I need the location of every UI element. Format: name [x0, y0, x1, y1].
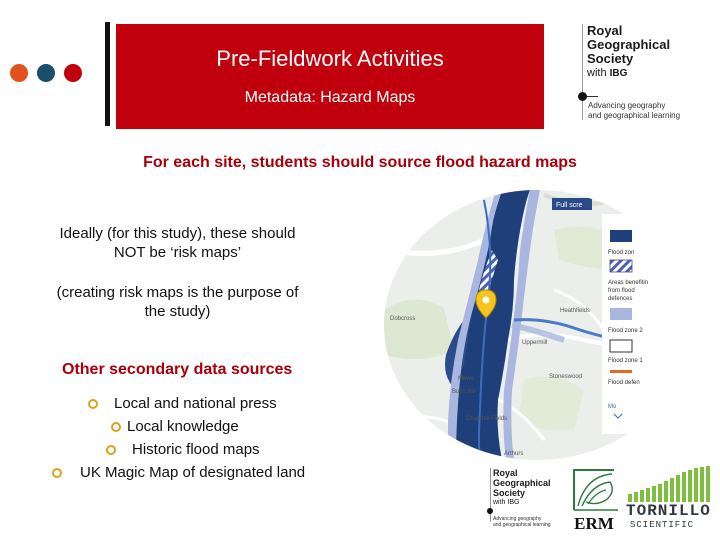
- svg-text:Flood zone 1: Flood zone 1: [608, 358, 643, 364]
- svg-text:defences: defences: [608, 296, 633, 302]
- legend-swatch-flood-zone: [610, 230, 632, 242]
- erm-logo: [566, 466, 622, 534]
- bullet-icon: [106, 445, 116, 455]
- svg-text:Flood defen: Flood defen: [608, 380, 640, 386]
- tornillo-logo: [626, 466, 716, 534]
- legend-swatch-defence: [610, 370, 632, 373]
- map-label: Arthurs: [504, 451, 524, 457]
- list-item: Local knowledge: [111, 418, 239, 436]
- map-label: Bush Hill: [452, 389, 476, 395]
- map-label: Uppermill: [522, 340, 548, 346]
- main-heading: For each site, students should source flood hazard maps: [143, 154, 577, 171]
- dot-teal: [37, 64, 55, 82]
- svg-text:Flood zon: Flood zon: [608, 250, 635, 256]
- list-item: Local and national press: [88, 395, 277, 413]
- logo-divider: [582, 24, 583, 120]
- bullet-icon: [52, 468, 62, 478]
- svg-text:Flood zone 2: Flood zone 2: [608, 328, 643, 334]
- full-screen-label: Full scre: [556, 202, 583, 209]
- decorative-dots: [10, 64, 82, 82]
- bullet-icon: [88, 399, 98, 409]
- vertical-divider: [105, 22, 110, 126]
- bullet-icon: [111, 422, 121, 432]
- dot-orange: [10, 64, 28, 82]
- logo-dot: [487, 508, 493, 514]
- legend-swatch-zone2: [610, 308, 632, 320]
- tornillo-bars-icon: [626, 466, 716, 502]
- erm-text: ERM: [574, 514, 614, 533]
- dot-red: [64, 64, 82, 82]
- legend-swatch-zone1: [610, 340, 632, 352]
- rgs-logo-small: Royal Geographical Society with IBG Advancing geography and geographical learning: [478, 466, 560, 534]
- flood-hazard-map: [384, 190, 690, 460]
- logo-dot: [578, 92, 587, 101]
- paragraph-purpose: (creating risk maps is the purpose of the study): [56, 284, 299, 320]
- erm-tree-icon: [566, 466, 622, 514]
- map-label: Heathfields: [560, 308, 591, 314]
- slide-title: Pre-Fieldwork Activities: [216, 46, 444, 71]
- rgs-logo: [578, 24, 712, 124]
- paragraph-ideal: Ideally (for this study), these should NOT be ‘risk maps’: [59, 225, 296, 261]
- other-sources-heading: Other secondary data sources: [62, 361, 293, 378]
- map-label: Churchill Fields: [466, 416, 508, 422]
- map-label: Stoneswood: [549, 374, 583, 380]
- legend-swatch-benefit: [610, 260, 632, 272]
- rgs-logo-tagline: Advancing geography and geographical learning: [588, 101, 681, 120]
- tornillo-name: TORNILLO: [626, 502, 711, 520]
- map-legend: [602, 214, 690, 434]
- title-banner: [116, 24, 544, 129]
- map-label: Dobcross: [390, 316, 416, 322]
- slide-subtitle: Metadata: Hazard Maps: [244, 89, 416, 106]
- list-item: Historic flood maps: [106, 441, 260, 459]
- map-label: Mews: [458, 376, 474, 382]
- list-item: UK Magic Map of designated land: [52, 464, 305, 482]
- tornillo-scientific: SCIENTIFIC: [630, 520, 695, 530]
- flood-map-graphic: [384, 190, 690, 460]
- rgs-logo-name: Royal Geographical Society with IBG: [587, 23, 671, 79]
- svg-text:Mo: Mo: [608, 404, 617, 410]
- svg-text:from flood: from flood: [608, 288, 635, 294]
- svg-text:Areas benefitin: Areas benefitin: [608, 280, 649, 286]
